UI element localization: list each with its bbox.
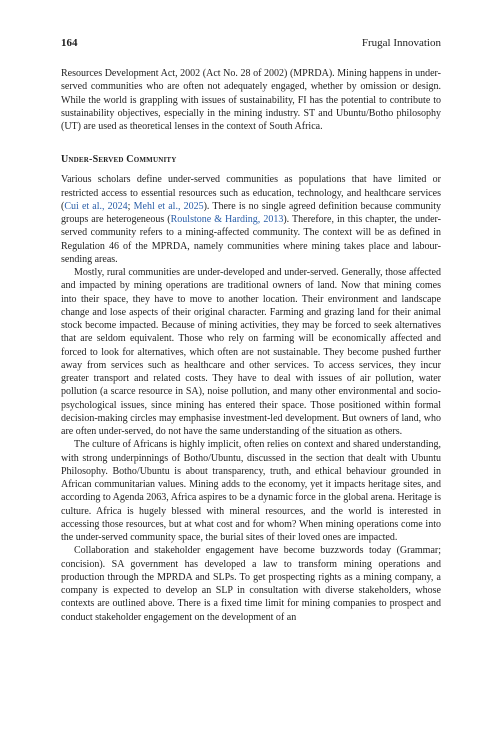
- paragraph-text: ). There is no single agreed definition because community groups are heterogeneous (: [61, 200, 442, 225]
- running-title: Frugal Innovation: [361, 37, 441, 49]
- paragraph-definition: [61, 173, 441, 266]
- page-number: 164: [61, 37, 78, 49]
- paragraph-rural-communities: Mostly, rural communities are under-developed and under-served. Generally, those affected and impacted by mining operations are traditional owners of land. Now that mining comes into their space, they have to move to another location. Their environment and landscape change and lose aspects of their original character. Farming and grazing land for their animal stock become impacted. Because of mining activities, they may be forced to seek alternatives that are seldom equivalent. Those who rely on farming will be economically affected and forced to look for alternatives, which often are not sustainable. They become pushed further away from services such as healthcare and other services. To access services, they incur greater transport and related costs. They have to deal with issues of air pollution, water pollution (a scarce resource in SA), noise pollution, and many other environmental and socio-psychological issues, since mining has entered their space. Those positioned within formal decision-making circles may emphasise investment-led development. But owners of land, who are often under-served, do not have the same understanding of the situation as others.: [61, 267, 441, 437]
- intro-paragraph: Resources Development Act, 2002 (Act No. 28 of 2002) (MPRDA). Mining happens in under-served communities who are often not adequately engaged, whether by omission or design. While the world is grappling with issues of sustainability, FI has the potential to contribute to sustainability objectives, especially in the mining industry. ST and Ubuntu/Botho philosophy (UT) are used as theoretical lenses in the context of South Africa.: [61, 68, 441, 132]
- page-header: [61, 36, 441, 50]
- body-text: [61, 67, 441, 624]
- paragraph-stakeholder-engagement: Collaboration and stakeholder engagement have become buzzwords today (Grammar; concision). SA government has developed a law to transform mining operations and production through the MPRDA and SLPs. To get prospecting rights as a mining company, a company is expected to develop an SLP in consultation with diverse stakeholders, whose contexts are outlined above. There is a fixed time limit for mining companies to prospect and conduct stakeholder engagement on the development of an: [61, 545, 441, 623]
- citation-link-mehl[interactable]: Mehl et al., 2025: [133, 200, 204, 212]
- paragraph-african-culture: The culture of Africans is highly implicit, often relies on context and shared understanding, with strong underpinnings of Botho/Ubuntu, discussed in the section that dealt with Ubuntu Philosophy. Botho/Ubuntu is about transparency, truth, and ethical behaviour grounded in African communitarian values. Mining adds to the economy, yet it impacts heritage sites, and according to Agenda 2063, Africa aspires to be a dynamic force in the global arena. Heritage is culture. Africa is hugely blessed with mineral resources, and the world is interested in accessing those resources, but at what cost and for whom? When mining operations come into the under-served community space, the burial sites of their loved ones are impacted.: [61, 439, 441, 543]
- citation-link-cui[interactable]: Cui et al., 2024: [64, 200, 128, 212]
- citation-link-roulstone[interactable]: Roulstone & Harding, 2013: [170, 214, 284, 225]
- paragraph-text: ;: [127, 200, 134, 212]
- section-heading: Under-Served Community: [61, 154, 177, 166]
- paragraph-text: ). Therefore, in this chapter, the under-served community refers to a mining-affected community. The context will be as defined in Regulation 46 of the MPRDA, namely communities where mining takes place and labour-sending areas.: [61, 214, 441, 265]
- paragraph-text: Various scholars define under-served communities as populations that have limited or restricted access to essential resources such as education, technology, and healthcare services (: [61, 174, 441, 212]
